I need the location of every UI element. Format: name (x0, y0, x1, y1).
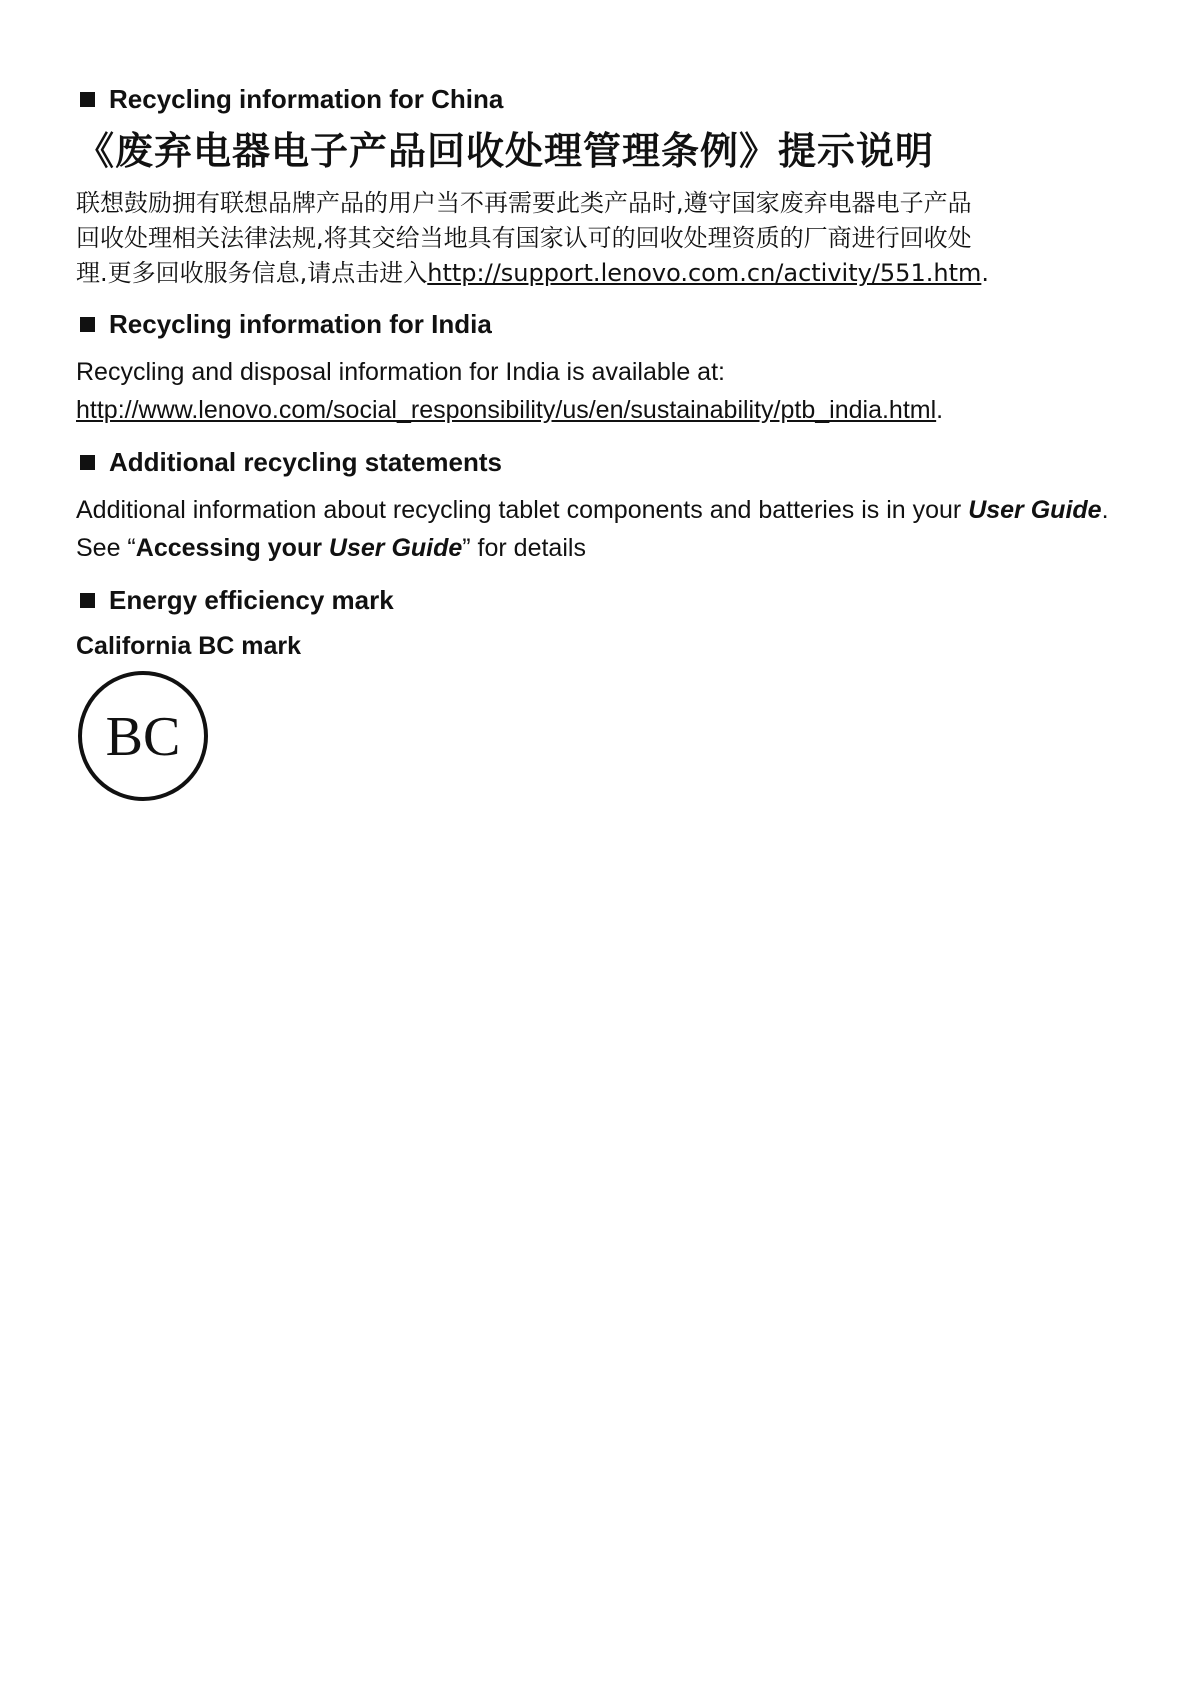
user-guide-reference: User Guide (328, 534, 463, 562)
india-line-1: Recycling and disposal information for India is available at: (76, 358, 725, 386)
heading-text: Energy efficiency mark (109, 585, 394, 615)
document-page (76, 82, 1136, 803)
india-paragraph (76, 353, 1136, 429)
section-heading-additional (76, 445, 1136, 479)
china-line-3: 理.更多回收服务信息,请点击进入 (76, 259, 428, 287)
additional-text-2: . See “ (76, 496, 1109, 562)
additional-paragraph (76, 491, 1136, 567)
section-heading-india (76, 307, 1136, 341)
heading-text: Additional recycling statements (109, 447, 502, 477)
california-bc-subheading: California BC mark (76, 632, 302, 660)
user-guide-reference: User Guide (968, 496, 1102, 524)
accessing-text: Accessing your (135, 534, 329, 562)
square-bullet-icon (80, 317, 95, 332)
square-bullet-icon (80, 92, 95, 107)
india-recycling-link[interactable]: http://www.lenovo.com/social_responsibility/us/en/sustainability/ptb_india.html (76, 396, 937, 424)
china-paragraph (76, 186, 1136, 291)
china-link-suffix: . (981, 259, 989, 287)
additional-text-3: ” for details (462, 534, 586, 562)
heading-text: Recycling information for India (109, 309, 492, 339)
square-bullet-icon (80, 455, 95, 470)
china-regulation-title: 《废弃电器电子产品回收处理管理条例》提示说明 (76, 129, 935, 173)
square-bullet-icon (80, 593, 95, 608)
additional-text-1: Additional information about recycling tablet components and batteries is in your (76, 496, 969, 524)
china-recycling-link[interactable]: http://support.lenovo.com.cn/activity/551.htm (427, 259, 982, 287)
bc-mark-text: BC (105, 706, 181, 768)
heading-text: Recycling information for China (109, 84, 504, 114)
section-heading-energy (76, 583, 1136, 617)
section-heading-china (76, 82, 1136, 116)
china-line-2: 回收处理相关法律法规,将其交给当地具有国家认可的回收处理资质的厂商进行回收处 (76, 224, 972, 252)
bc-mark-icon (76, 669, 210, 803)
india-link-suffix: . (936, 396, 944, 424)
china-line-1: 联想鼓励拥有联想品牌产品的用户当不再需要此类产品时,遵守国家废弃电器电子产品 (76, 189, 972, 217)
